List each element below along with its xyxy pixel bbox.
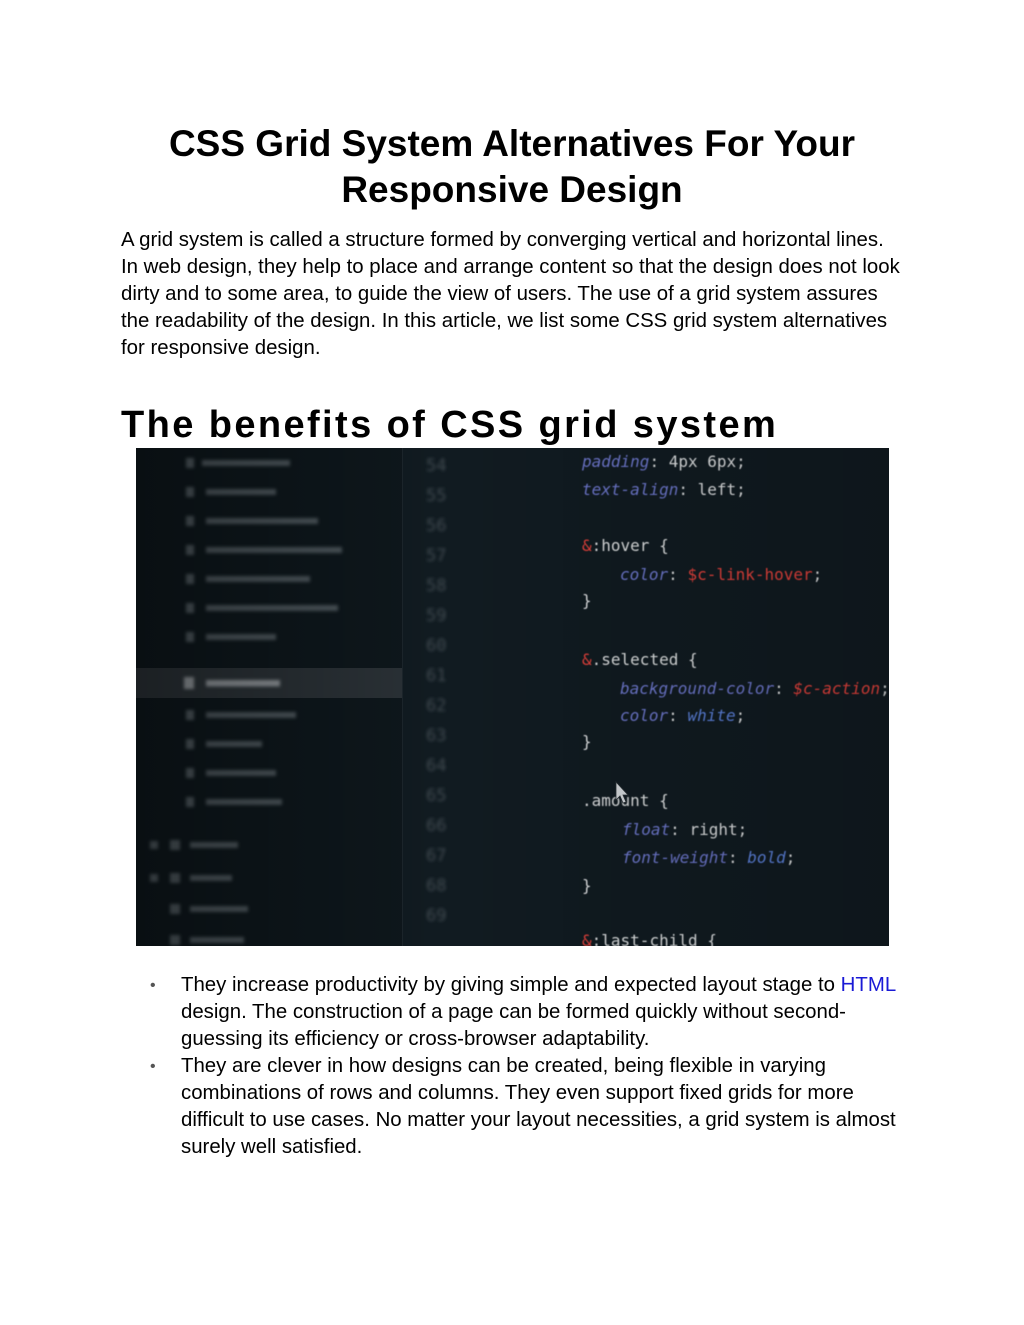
benefits-list xyxy=(140,972,900,1161)
list-item xyxy=(140,1053,900,1161)
list-item-text: They are clever in how designs can be created, being flexible in varying combinations of rows and columns. They even support fixed grids for more difficult to use cases. No matter your layout necessities, a grid system is almost surely well satisfied. xyxy=(181,1055,896,1158)
bullet-marker: • xyxy=(150,1058,156,1075)
list-item-text: They increase productivity by giving simple and expected layout stage to xyxy=(181,974,841,996)
list-item-text: design. The construction of a page can be formed quickly without second-guessing its efficiency or cross-browser adaptability. xyxy=(181,1001,846,1050)
page-title: CSS Grid System Alternatives For Your Responsive Design xyxy=(168,123,856,210)
list-item xyxy=(140,972,900,1053)
html-link[interactable]: HTML xyxy=(840,974,896,996)
intro-paragraph: A grid system is called a structure formed by converging vertical and horizontal lines. In web design, they help to place and arrange content so that the design does not look dirty and to some area, to guide the view of users. The use of a grid system assures the readability of the design. In this article, we list some CSS grid system alternatives for responsive design. xyxy=(121,229,900,359)
bullet-marker: • xyxy=(150,977,156,994)
section-heading: The benefits of CSS grid system xyxy=(121,404,779,446)
code-editor-image xyxy=(136,448,889,946)
